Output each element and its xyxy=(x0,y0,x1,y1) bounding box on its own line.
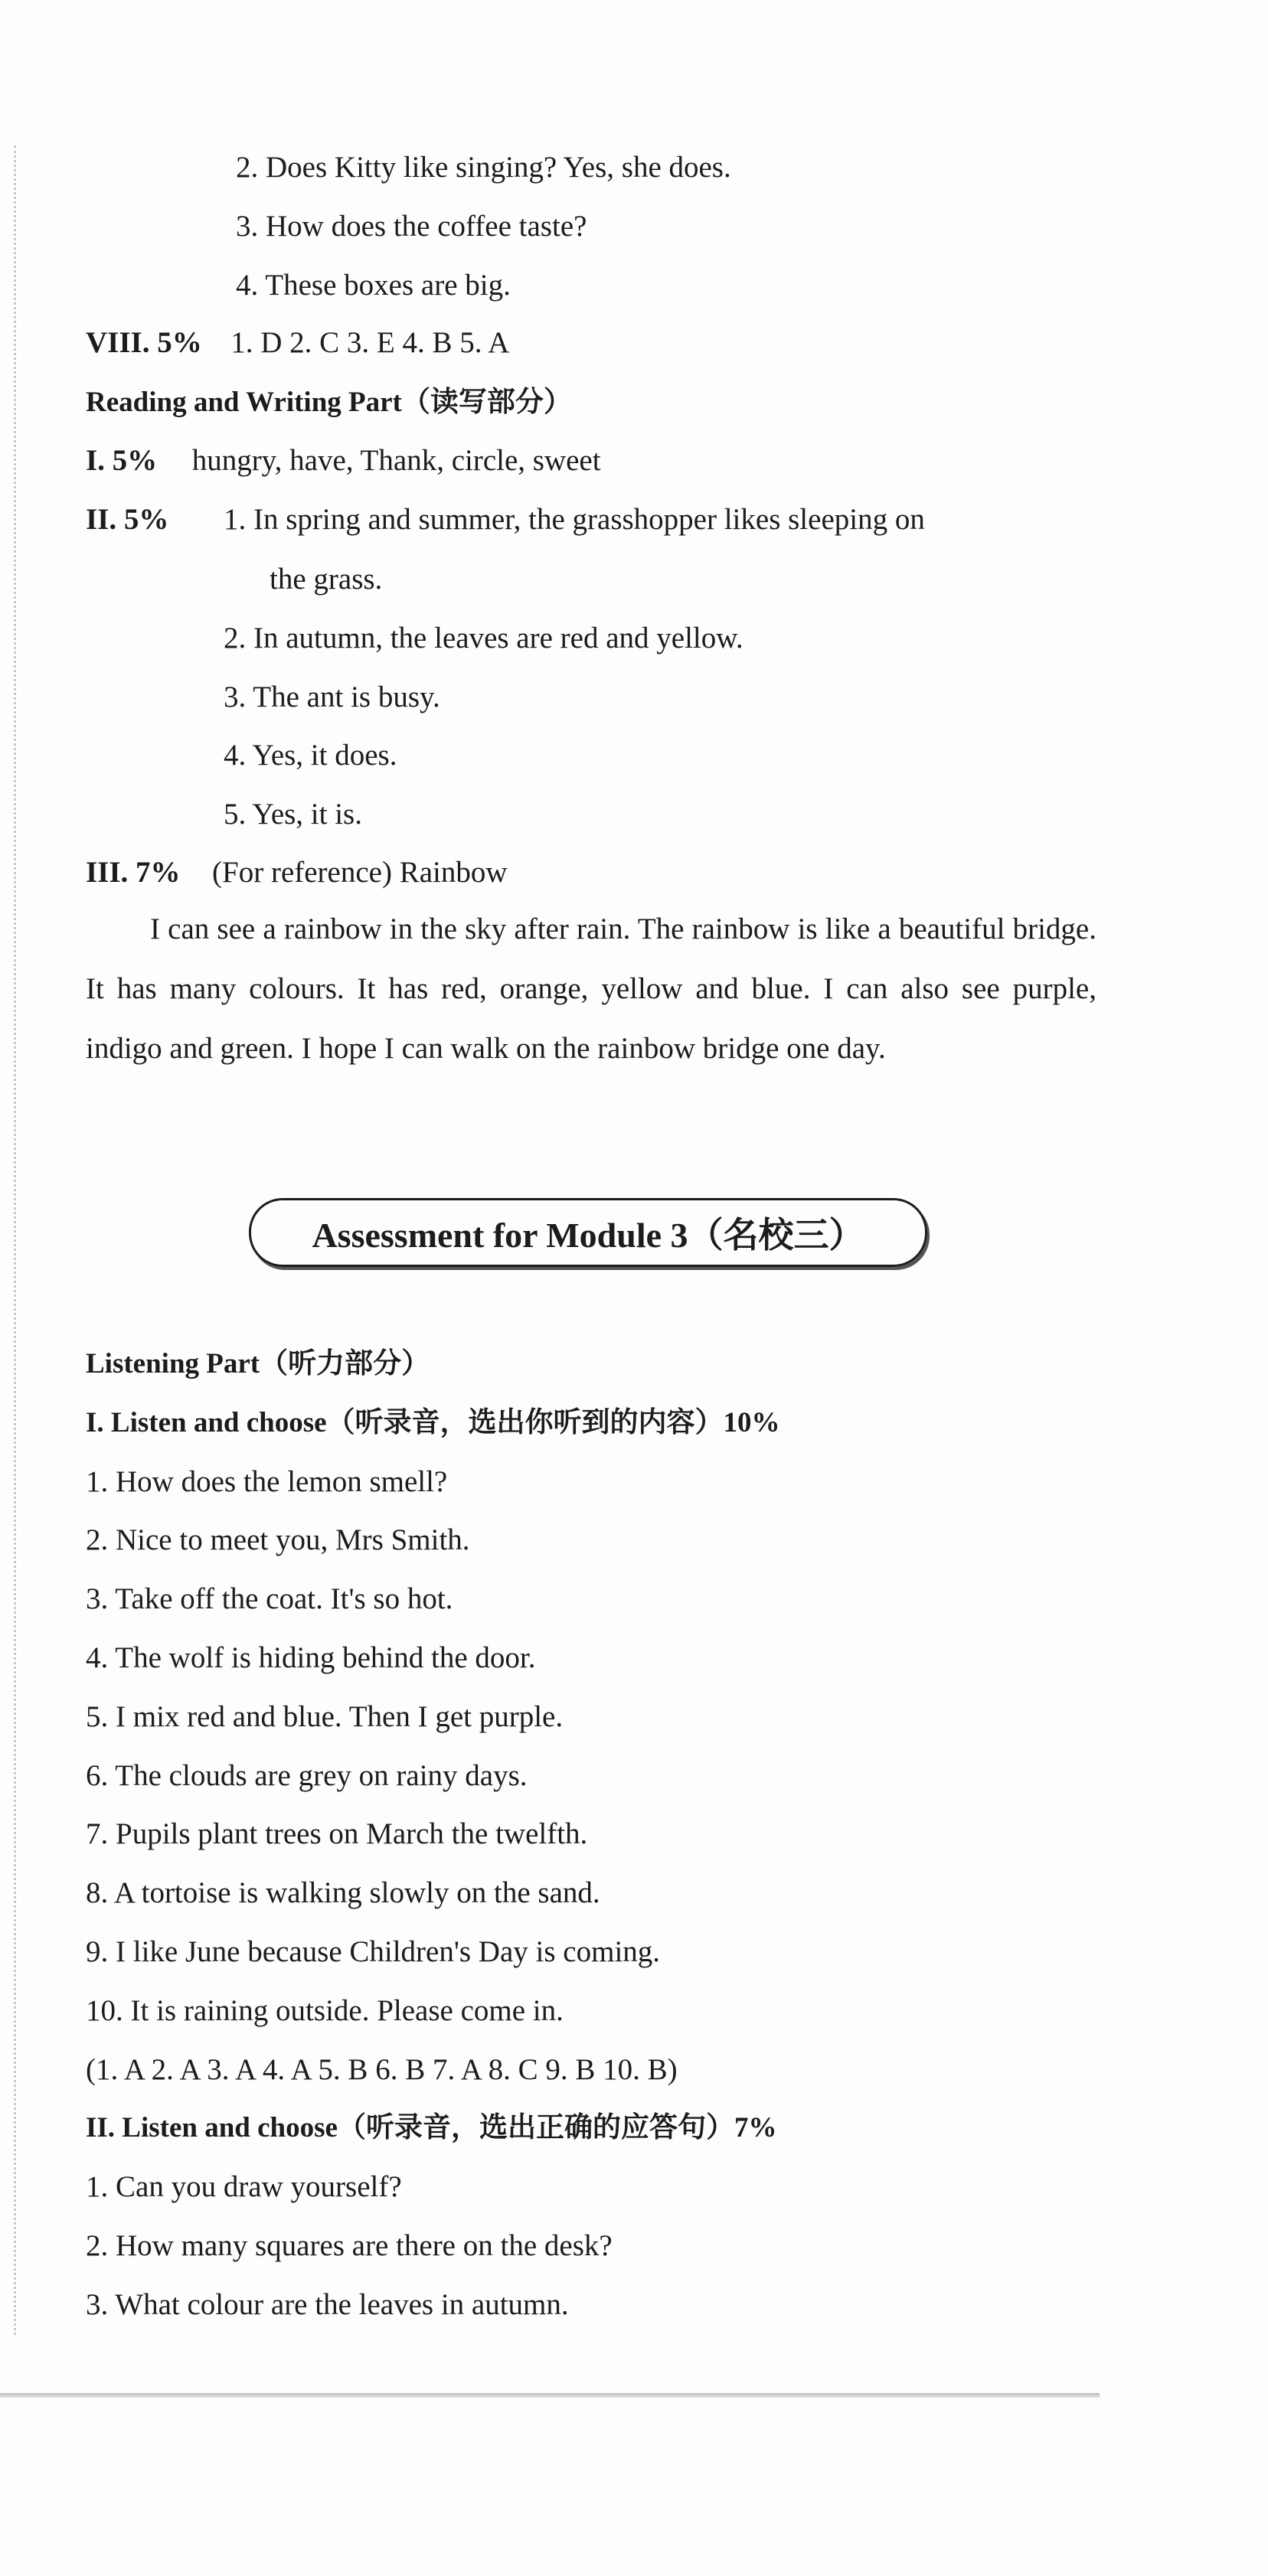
list-item-continuation: the grass. xyxy=(270,563,383,596)
list-item: 8. A tortoise is walking slowly on the sand. xyxy=(86,1876,600,1909)
list-item: 2. Does Kitty like singing? Yes, she does. xyxy=(236,151,731,184)
section-label: II. 5% xyxy=(86,503,169,536)
list-item: 9. I like June because Children's Day is coming. xyxy=(86,1935,661,1968)
list-item: 5. I mix red and blue. Then I get purple. xyxy=(86,1700,564,1733)
list-item: 4. These boxes are big. xyxy=(236,269,511,302)
list-item: 1. Can you draw yourself? xyxy=(86,2170,402,2203)
essay-heading: (For reference) Rainbow xyxy=(212,856,508,889)
section-label: I. 5% xyxy=(86,444,158,477)
margin-dotted-rule xyxy=(14,145,16,2335)
section-label: III. 7% xyxy=(86,856,181,889)
essay-paragraph: I can see a rainbow in the sky after rain. The rainbow is like a beautiful bridge. It has many colours. It has red, orange, yellow and blue. I can also see purple, indigo and green. I hope I can walk on the rainbow bridge one day. xyxy=(86,913,1096,1065)
section-label: VIII. 5% xyxy=(86,326,202,359)
list-item: 3. The ant is busy. xyxy=(224,681,440,713)
section-label: II. Listen and choose（听录音，选出正确的应答句）7% xyxy=(86,2112,777,2143)
list-item: 2. In autumn, the leaves are red and yellow. xyxy=(224,622,743,655)
list-item: 2. How many squares are there on the desk? xyxy=(86,2229,613,2262)
answer-text: hungry, have, Thank, circle, sweet xyxy=(191,444,601,477)
answer-key: (1. A 2. A 3. A 4. A 5. B 6. B 7. A 8. C 9. B 10. B) xyxy=(86,2053,678,2086)
section-label: I. Listen and choose（听录音，选出你听到的内容）10% xyxy=(86,1407,780,1438)
section-heading: Reading and Writing Part（读写部分） xyxy=(86,387,572,418)
list-item: 4. The wolf is hiding behind the door. xyxy=(86,1641,536,1674)
list-item: 3. What colour are the leaves in autumn. xyxy=(86,2288,569,2321)
list-item: 2. Nice to meet you, Mrs Smith. xyxy=(86,1523,470,1556)
section-viii xyxy=(86,325,509,361)
list-item: 6. The clouds are grey on rainy days. xyxy=(86,1759,528,1792)
list-item: 10. It is raining outside. Please come in. xyxy=(86,1994,564,2027)
list-item: 3. Take off the coat. It's so hot. xyxy=(86,1582,453,1615)
bottom-divider xyxy=(0,2393,1100,2398)
section-iii-rw xyxy=(86,854,508,891)
module-banner: Assessment for Module 3（名校三） xyxy=(249,1198,927,1267)
list-item: 7. Pupils plant trees on March the twelfth. xyxy=(86,1817,588,1850)
section-heading: Listening Part（听力部分） xyxy=(86,1348,430,1379)
section-i-rw xyxy=(86,442,601,479)
answer-key: 1. D 2. C 3. E 4. B 5. A xyxy=(230,326,510,359)
list-item: 5. Yes, it is. xyxy=(224,798,362,831)
list-item: 4. Yes, it does. xyxy=(224,739,397,772)
list-item: 3. How does the coffee taste? xyxy=(236,210,587,243)
list-item: 1. How does the lemon smell? xyxy=(86,1465,448,1498)
list-item: 1. In spring and summer, the grasshopper likes sleeping on xyxy=(224,503,925,536)
